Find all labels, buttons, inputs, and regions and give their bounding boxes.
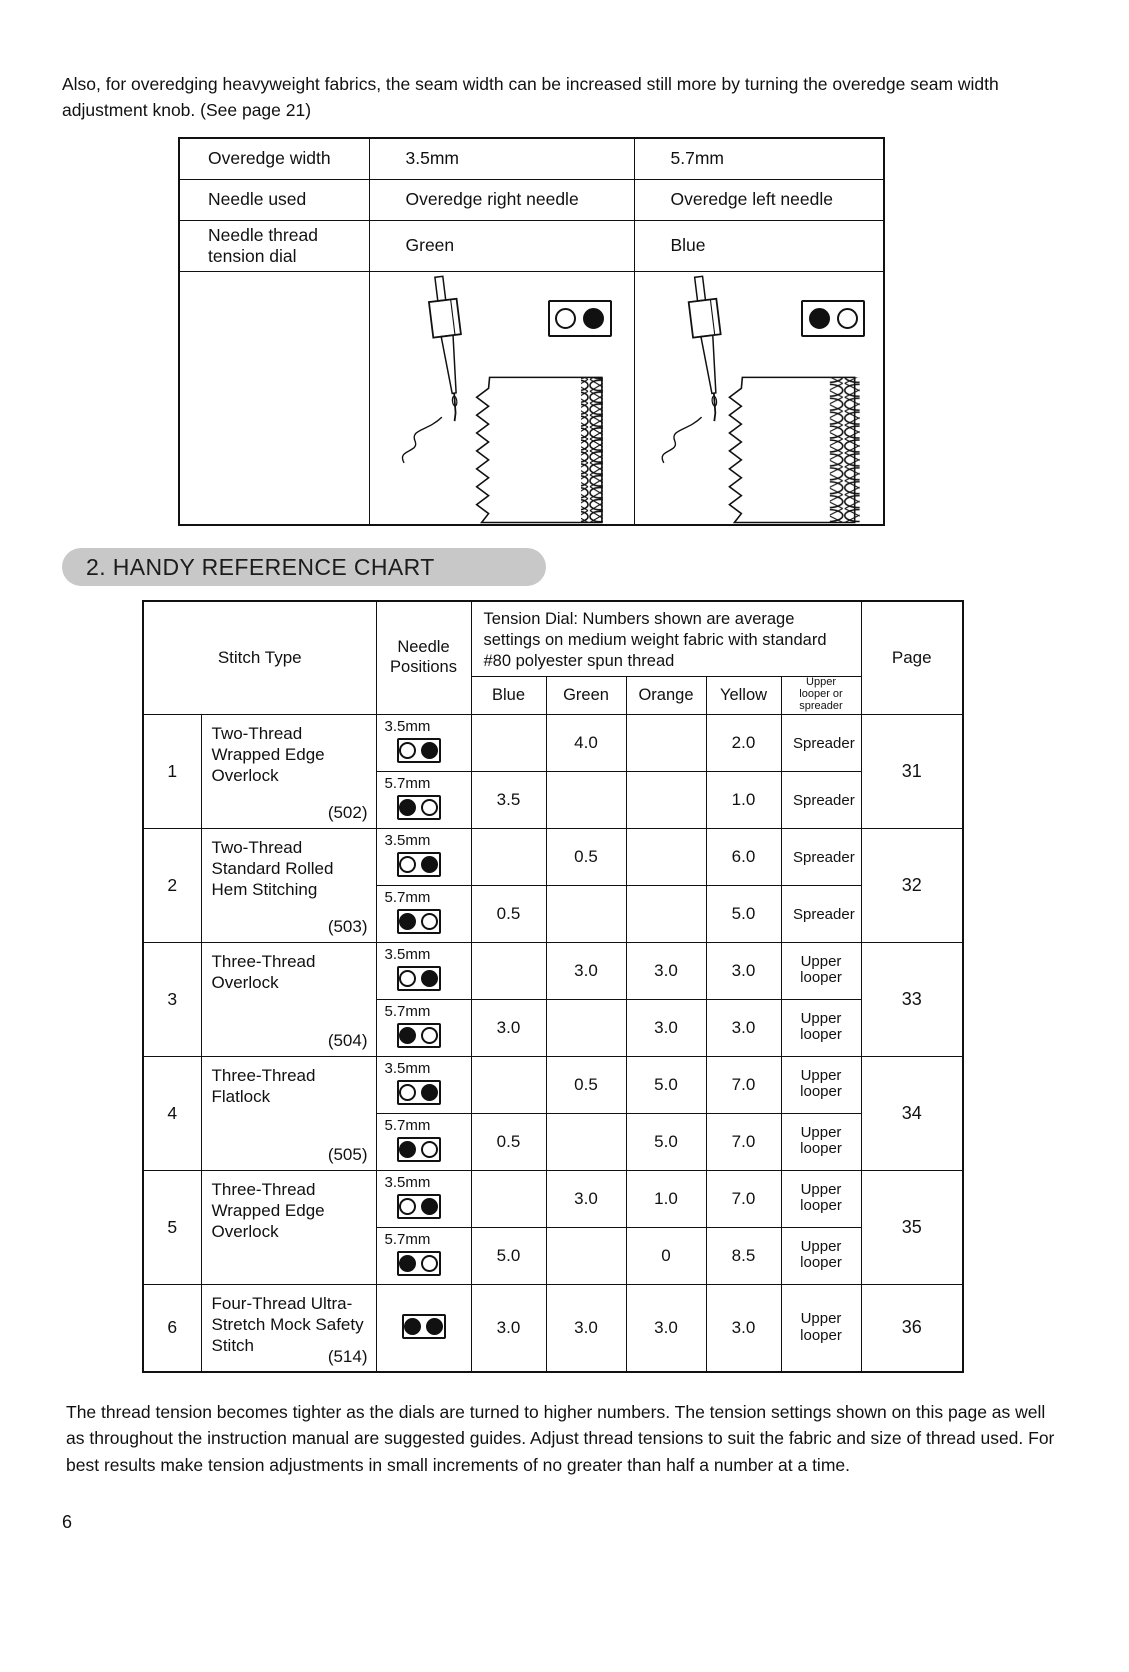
page-ref: 31: [861, 714, 963, 828]
stitch-name: Two-Thread Wrapped Edge Overlock: [211, 723, 325, 786]
tension-green: [546, 999, 626, 1056]
stitch-name-cell: [201, 942, 376, 1056]
tension-orange: [626, 885, 706, 942]
tension-orange: [626, 714, 706, 771]
looper-type: [781, 999, 861, 1056]
stitch-number: 5: [143, 1170, 201, 1284]
needle-position-icon: [397, 909, 441, 934]
tension-dial-note: Tension Dial: Numbers shown are average settings on medium weight fabric with standard #80 polyester spun thread: [471, 601, 861, 677]
tension-orange: [626, 771, 706, 828]
needle-position-cell: [376, 1284, 471, 1372]
page-ref: 35: [861, 1170, 963, 1284]
needle-width-label: 5.7mm: [384, 1116, 431, 1134]
needle-position-icon: [397, 1080, 441, 1105]
needle-position-icon: [397, 966, 441, 991]
needle-drawing: [685, 275, 730, 422]
page-ref: 32: [861, 828, 963, 942]
tension-green: [546, 885, 626, 942]
needle-position-cell: [376, 828, 471, 885]
handy-reference-chart: [142, 600, 964, 1373]
needle-position-icon: [397, 1137, 441, 1162]
section-heading: 2. HANDY REFERENCE CHART: [62, 548, 546, 586]
needle-used-label: Needle used: [179, 179, 369, 220]
blue-column-header: Blue: [471, 677, 546, 714]
page-ref: 33: [861, 942, 963, 1056]
stitch-code: (504): [327, 1031, 368, 1051]
tension-orange: 5.0: [626, 1113, 706, 1170]
needle-position-cell: [376, 999, 471, 1056]
needle-position-icon: [397, 1194, 441, 1219]
looper-type: [781, 771, 861, 828]
stitch-name-cell: [201, 1284, 376, 1372]
stitch-row-1a: [143, 714, 963, 771]
tension-yellow: 3.0: [706, 999, 781, 1056]
tension-orange: 1.0: [626, 1170, 706, 1227]
tension-orange: 5.0: [626, 1056, 706, 1113]
tension-blue: 5.0: [471, 1227, 546, 1284]
stitch-number: 2: [143, 828, 201, 942]
stitch-name-cell: [201, 1170, 376, 1284]
tension-blue: [471, 1170, 546, 1227]
needle-position-icon: [397, 795, 441, 820]
needle-width-label: 5.7mm: [384, 1002, 431, 1020]
looper-label: Upper looper: [800, 1009, 842, 1044]
tension-green: 0.5: [546, 828, 626, 885]
looper-label: Spreader: [793, 734, 855, 752]
stitch-row-6: [143, 1284, 963, 1372]
needle-width-label: 3.5mm: [384, 1059, 431, 1077]
needle-width-label: 5.7mm: [384, 1230, 431, 1248]
stitch-code: (502): [327, 803, 368, 823]
stitch-number: 3: [143, 942, 201, 1056]
looper-label: Spreader: [793, 848, 855, 866]
yellow-column-header: Yellow: [706, 677, 781, 714]
tension-orange: 3.0: [626, 942, 706, 999]
needle-width-label: 3.5mm: [384, 717, 431, 735]
tension-blue: 0.5: [471, 1113, 546, 1170]
page-number: 6: [62, 1511, 73, 1532]
needle-width-label: 5.7mm: [384, 774, 431, 792]
needle-drawing: [426, 275, 471, 422]
looper-type: [781, 1056, 861, 1113]
tension-blue: [471, 1056, 546, 1113]
needle-width-label: 3.5mm: [384, 1173, 431, 1191]
tension-yellow: 7.0: [706, 1170, 781, 1227]
tension-orange: 3.0: [626, 999, 706, 1056]
stitch-name: Three-Thread Wrapped Edge Overlock: [211, 1179, 325, 1242]
stitch-number: 1: [143, 714, 201, 828]
tension-yellow: 5.0: [706, 885, 781, 942]
stitch-name: Two-Thread Standard Rolled Hem Stitching: [211, 837, 334, 900]
tension-green: [546, 1227, 626, 1284]
tension-yellow: 6.0: [706, 828, 781, 885]
tension-yellow: 1.0: [706, 771, 781, 828]
needle-width-label: 3.5mm: [384, 831, 431, 849]
upper-looper-header-label: Upper looper or spreader: [799, 676, 843, 712]
needle-width-label: 3.5mm: [384, 945, 431, 963]
stitch-name: Four-Thread Ultra-Stretch Mock Safety Stitch: [211, 1293, 364, 1356]
needle-positions-header: Needle Positions: [376, 601, 471, 714]
looper-label: Spreader: [793, 905, 855, 923]
orange-column-header: Orange: [626, 677, 706, 714]
needle-position-icon: [397, 738, 441, 763]
stitch-type-header: Stitch Type: [143, 601, 376, 714]
tension-blue: 3.0: [471, 1284, 546, 1372]
looper-label: Upper looper: [800, 1180, 842, 1215]
stitch-name-cell: [201, 828, 376, 942]
tension-green: 3.0: [546, 1284, 626, 1372]
looper-type: [781, 714, 861, 771]
looper-type: [781, 1113, 861, 1170]
stitch-code: (514): [327, 1346, 368, 1366]
needle-position-indicator-icon: [801, 300, 865, 337]
right-needle-illustration-cell: [369, 271, 634, 525]
illustration-row-empty-cell: [179, 271, 369, 525]
tension-dial-3-5: Green: [369, 220, 634, 271]
page-ref: 34: [861, 1056, 963, 1170]
overedge-width-row: [179, 138, 884, 179]
stitch-name: Three-Thread Flatlock: [211, 1065, 316, 1106]
tension-note-paragraph: The thread tension becomes tighter as the dials are turned to higher numbers. The tension settings shown on this page as well as throughout the instruction manual are suggested guides. Adjust thread tensions to suit the fabric and size of thread used. For best results make tension adjustments in small increments of no greater than half a number at a time.: [66, 1402, 1055, 1475]
tension-green: 3.0: [546, 1170, 626, 1227]
tension-blue: 0.5: [471, 885, 546, 942]
looper-label: Upper looper: [800, 1237, 842, 1272]
tension-blue: [471, 942, 546, 999]
looper-label: Upper looper: [800, 952, 842, 987]
page-ref: 36: [861, 1284, 963, 1372]
overlock-stitch-sample: [829, 377, 859, 522]
overlock-stitch-sample: [581, 377, 603, 522]
page-header: Page: [861, 601, 963, 714]
needle-used-3-5: Overedge right needle: [369, 179, 634, 220]
tension-yellow: 3.0: [706, 1284, 781, 1372]
looper-type: [781, 1227, 861, 1284]
tension-blue: 3.5: [471, 771, 546, 828]
upper-looper-column-header: [781, 677, 861, 714]
needle-width-label: 5.7mm: [384, 888, 431, 906]
needle-position-icon: [397, 852, 441, 877]
looper-label: Upper looper: [800, 1309, 842, 1344]
green-column-header: Green: [546, 677, 626, 714]
needle-used-row: [179, 179, 884, 220]
intro-paragraph: Also, for overedging heavyweight fabrics, the seam width can be increased still more by turning the overedge seam width adjustment knob. (See page 21): [62, 74, 999, 120]
tension-green: [546, 771, 626, 828]
overedge-width-5-7: 5.7mm: [634, 138, 884, 179]
tension-green: 0.5: [546, 1056, 626, 1113]
stitch-code: (503): [327, 917, 368, 937]
needle-position-cell: [376, 885, 471, 942]
looper-type: [781, 942, 861, 999]
needle-used-5-7: Overedge left needle: [634, 179, 884, 220]
needle-position-cell: [376, 1170, 471, 1227]
tension-yellow: 8.5: [706, 1227, 781, 1284]
illustration-row: [179, 271, 884, 525]
tension-blue: [471, 714, 546, 771]
tension-yellow: 7.0: [706, 1056, 781, 1113]
tension-orange: [626, 828, 706, 885]
needle-position-indicator-icon: [548, 300, 612, 337]
stitch-name-cell: [201, 1056, 376, 1170]
tension-yellow: 7.0: [706, 1113, 781, 1170]
tension-dial-label: Needle thread tension dial: [179, 220, 369, 271]
stitch-code: (505): [327, 1145, 368, 1165]
thread-drawing: [402, 417, 441, 463]
tension-dial-row: [179, 220, 884, 271]
needle-position-icon: [397, 1251, 441, 1276]
needle-position-cell: [376, 1113, 471, 1170]
looper-label: Upper looper: [800, 1123, 842, 1158]
looper-type: [781, 828, 861, 885]
stitch-row-2a: [143, 828, 963, 885]
tension-orange: 3.0: [626, 1284, 706, 1372]
tension-green: 4.0: [546, 714, 626, 771]
tension-blue: 3.0: [471, 999, 546, 1056]
manual-page: [0, 72, 1129, 1672]
stitch-number: 4: [143, 1056, 201, 1170]
tension-green: 3.0: [546, 942, 626, 999]
overedge-width-3-5: 3.5mm: [369, 138, 634, 179]
tension-green: [546, 1113, 626, 1170]
looper-type: [781, 1284, 861, 1372]
overedge-width-label: Overedge width: [179, 138, 369, 179]
looper-type: [781, 1170, 861, 1227]
tension-yellow: 3.0: [706, 942, 781, 999]
stitch-number: 6: [143, 1284, 201, 1372]
tension-yellow: 2.0: [706, 714, 781, 771]
stitch-row-5a: [143, 1170, 963, 1227]
thread-drawing: [662, 417, 701, 463]
stitch-name-cell: [201, 714, 376, 828]
needle-position-cell: [376, 1227, 471, 1284]
needle-position-icon: [397, 1023, 441, 1048]
overedge-settings-table: [178, 137, 885, 526]
needle-position-cell: [376, 1056, 471, 1113]
tension-orange: 0: [626, 1227, 706, 1284]
needle-position-cell: [376, 714, 471, 771]
looper-type: [781, 885, 861, 942]
tension-blue: [471, 828, 546, 885]
looper-label: Spreader: [793, 791, 855, 809]
looper-label: Upper looper: [800, 1066, 842, 1101]
chart-header-row-1: [143, 601, 963, 677]
needle-position-cell: [376, 942, 471, 999]
stitch-row-3a: [143, 942, 963, 999]
needle-position-icon: [402, 1314, 446, 1339]
stitch-row-4a: [143, 1056, 963, 1113]
stitch-name: Three-Thread Overlock: [211, 951, 316, 992]
needle-position-cell: [376, 771, 471, 828]
left-needle-illustration-cell: [634, 271, 884, 525]
tension-dial-5-7: Blue: [634, 220, 884, 271]
